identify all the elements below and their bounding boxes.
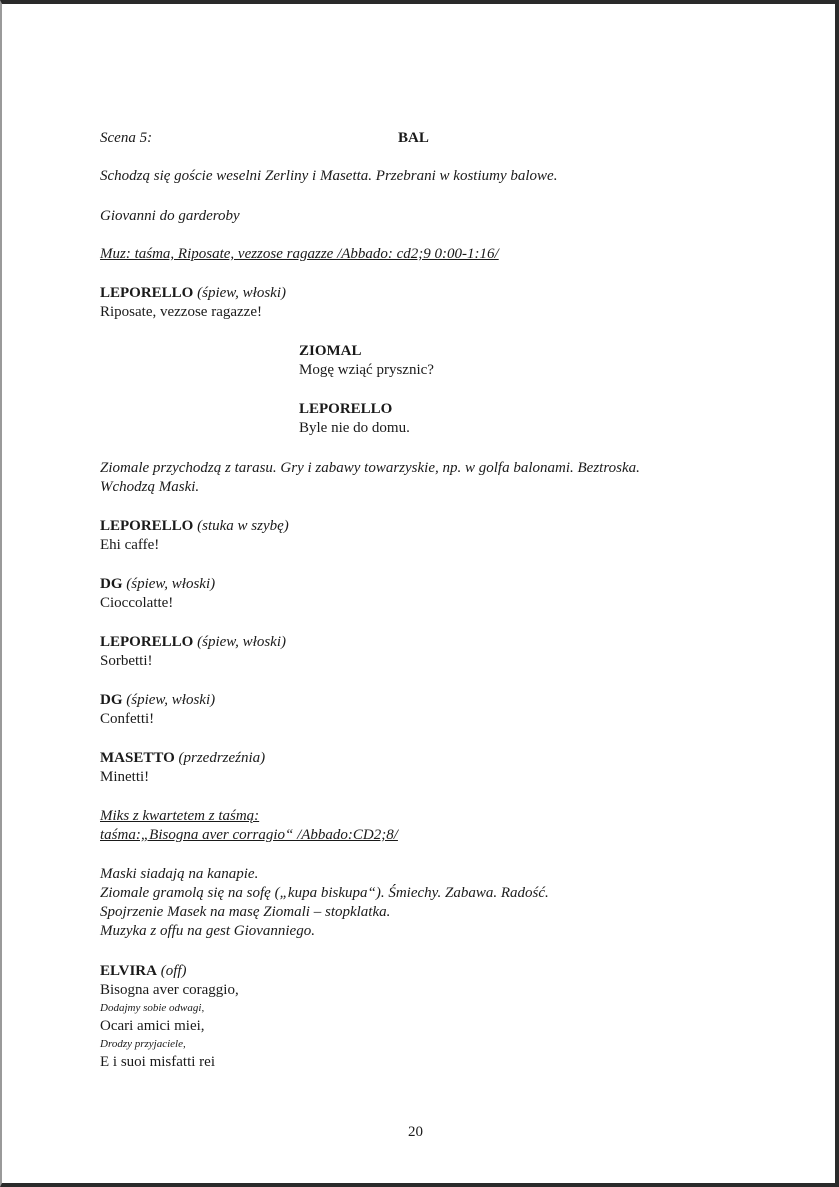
speaker-name: ELVIRA: [100, 963, 157, 979]
dialogue-line: Byle nie do domu.: [299, 420, 410, 436]
speaker-heading: [100, 749, 265, 768]
speaker-note: (śpiew, włoski): [126, 576, 216, 592]
speaker-note: (przedrzeźnia): [178, 750, 266, 766]
speaker-note: (śpiew, włoski): [197, 634, 286, 650]
dialogue-line: Sorbetti!: [100, 653, 153, 669]
speaker-name: DG: [100, 692, 123, 708]
dialogue-line: Riposate, vezzose ragazze!: [100, 304, 262, 320]
speaker-name: ZIOMAL: [299, 343, 362, 359]
lyric-line: Ocari amici miei,: [100, 1018, 205, 1034]
lyric-translation: Dodajmy sobie odwagi,: [100, 1002, 205, 1014]
speaker-heading: [100, 575, 215, 594]
speaker-name: LEPORELLO: [100, 518, 194, 534]
music-cue-2-detail: taśma:„Bisogna aver corragio“ /Abbado:CD2;8/: [100, 827, 398, 843]
lyric-line: E i suoi misfatti rei: [100, 1054, 215, 1070]
dialogue-line: Ehi caffe!: [100, 537, 160, 553]
speaker-name: MASETTO: [100, 750, 175, 766]
speaker-note: (off): [160, 963, 187, 979]
speaker-note: (stuka w szybę): [197, 518, 289, 534]
stage-direction-maski: Wchodzą Maski.: [100, 479, 200, 495]
dialogue-line: Mogę wziąć prysznic?: [299, 362, 434, 378]
stage-direction-giovanni: Giovanni do garderoby: [100, 208, 240, 224]
music-cue-2-title: Miks z kwartetem z taśmą:: [100, 808, 260, 824]
speaker-heading: [100, 691, 215, 710]
stage-direction-line: Spojrzenie Masek na masę Ziomali – stopklatka.: [100, 904, 391, 920]
stage-direction-line: Muzyka z offu na gest Giovanniego.: [100, 923, 315, 939]
stage-direction-line: Ziomale gramolą się na sofę („kupa biskupa“). Śmiechy. Zabawa. Radość.: [100, 885, 549, 901]
stage-direction-guests: Schodzą się goście weselni Zerliny i Masetta. Przebrani w kostiumy balowe.: [100, 168, 558, 184]
stage-direction-ziomale: Ziomale przychodzą z tarasu. Gry i zabawy towarzyskie, np. w golfa balonami. Beztroska.: [100, 460, 640, 476]
dialogue-line: Minetti!: [100, 769, 150, 785]
lyric-line: Bisogna aver coraggio,: [100, 982, 239, 998]
speaker-heading: [100, 517, 289, 536]
stage-direction-line: Maski siadają na kanapie.: [100, 866, 259, 882]
speaker-name: DG: [100, 576, 123, 592]
lyric-translation: Drodzy przyjaciele,: [100, 1038, 186, 1050]
dialogue-line: Confetti!: [100, 711, 155, 727]
page-number: 20: [408, 1124, 423, 1140]
speaker-name: LEPORELLO: [299, 401, 393, 417]
speaker-name: LEPORELLO: [100, 285, 194, 301]
scene-title: BAL: [398, 130, 429, 146]
speaker-note: (śpiew, włoski): [197, 285, 286, 301]
speaker-heading: [100, 962, 187, 981]
speaker-name: LEPORELLO: [100, 634, 194, 650]
dialogue-line: Cioccolatte!: [100, 595, 174, 611]
scene-label: Scena 5:: [100, 130, 153, 146]
speaker-heading: [100, 284, 286, 303]
music-cue-1: Muz: taśma, Riposate, vezzose ragazze /Abbado: cd2;9 0:00-1:16/: [100, 246, 499, 262]
speaker-note: (śpiew, włoski): [126, 692, 216, 708]
speaker-heading: [100, 633, 286, 652]
